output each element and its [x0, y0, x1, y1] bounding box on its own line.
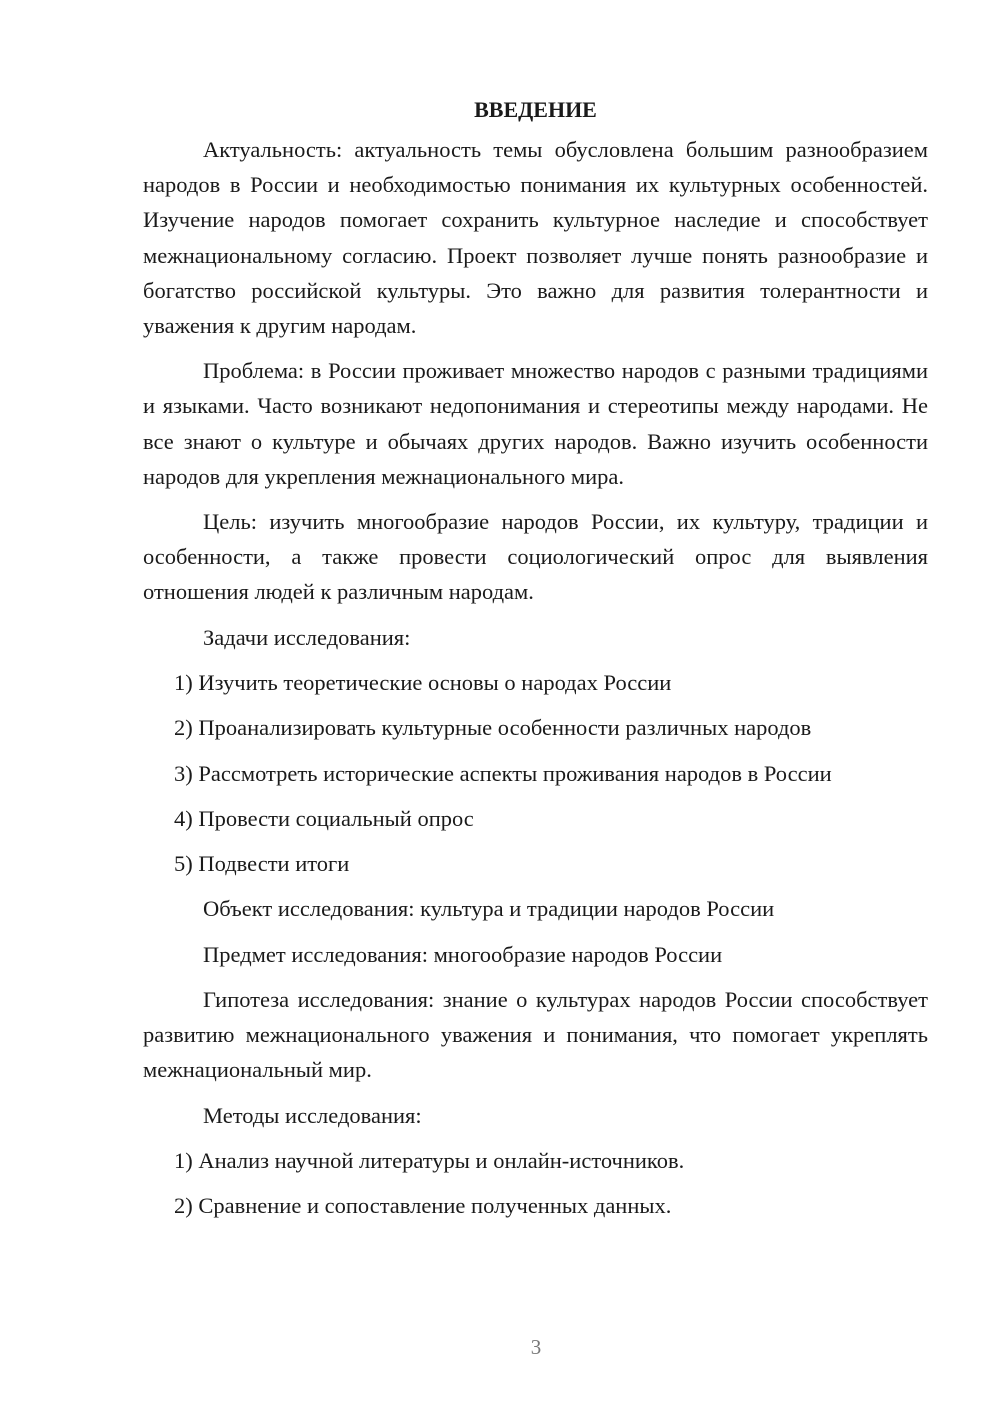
relevance-paragraph: Актуальность: актуальность темы обусловлена большим разнообразием народов в России и необходимостью понимания их культурных особенностей. Изучение народов помогает сохранить культурное наследие и способствует межнациональному согласию. Проект позволяет лучше понять разнообразие и богатство российской культуры. Это важно для развития толерантности и уважения к другим народам. [143, 137, 928, 339]
hypothesis-paragraph: Гипотеза исследования: знание о культурах народов России способствует развитию межнационального уважения и понимания, что помогает укреплять межнациональный мир. [143, 987, 928, 1083]
task-item: 1) Изучить теоретические основы о народах России [174, 669, 672, 695]
problem-paragraph: Проблема: в России проживает множество народов с разными традициями и языками. Часто возникают недопонимания и стереотипы между народами. Не все знают о культуре и обычаях других народов. Важно изучить особенности народов для укрепления межнационального мира. [143, 358, 928, 489]
task-item: 4) Провести социальный опрос [174, 805, 474, 831]
task-item: 3) Рассмотреть исторические аспекты проживания народов в России [174, 760, 832, 786]
tasks-list [143, 665, 928, 891]
page-number: 3 [530, 1335, 542, 1359]
subject-line: Предмет исследования: многообразие народов России [203, 941, 723, 967]
methods-list [143, 1143, 928, 1234]
goal-paragraph: Цель: изучить многообразие народов России, их культуру, традиции и особенности, а также провести социологический опрос для выявления отношения людей к различным народам. [143, 509, 928, 605]
method-item: 1) Анализ научной литературы и онлайн-источников. [174, 1147, 685, 1173]
section-heading: ВВЕДЕНИЕ [474, 97, 597, 122]
task-item: 2) Проанализировать культурные особенности различных народов [174, 715, 812, 741]
object-line: Объект исследования: культура и традиции народов России [203, 896, 775, 922]
tasks-title: Задачи исследования: [203, 624, 411, 650]
methods-title: Методы исследования: [203, 1102, 422, 1128]
method-item: 2) Сравнение и сопоставление полученных данных. [174, 1193, 672, 1219]
task-item: 5) Подвести итоги [174, 851, 350, 877]
page-content [143, 92, 928, 1234]
